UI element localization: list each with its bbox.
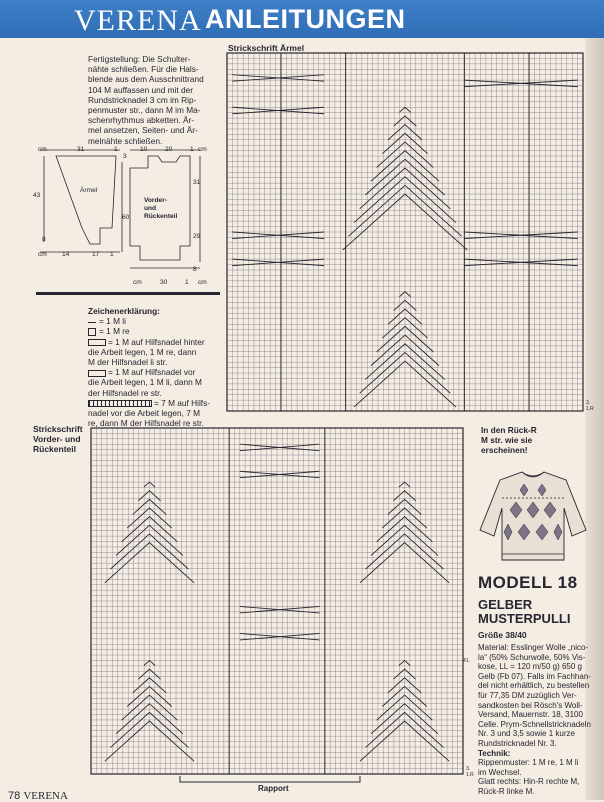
dim-body-b1: 1 [185, 279, 189, 286]
note-line: erscheinen! [481, 445, 528, 456]
finishing-line: Rundstricknadel 3 cm im Rip- [88, 94, 197, 105]
legend-heading: Zeichenerklärung: [88, 306, 160, 316]
dim-cm: cm [38, 146, 47, 153]
page-number: 78 [8, 790, 21, 802]
legend-item-re: = 1 M re [88, 326, 220, 336]
material-line: la“ (50% Schurwolle, 50% Vis- [478, 652, 586, 662]
rapport-label: Rapport [258, 784, 289, 793]
cable-7-icon [88, 400, 152, 407]
sleeve-chart [227, 53, 583, 411]
dim-sleeve-left: 43 [33, 192, 41, 199]
finishing-line: melnähte schließen. [88, 135, 163, 146]
body-label-line: und [144, 205, 157, 212]
legend-line: M der Hilfsnadel li str. [88, 357, 168, 368]
page-header [0, 0, 604, 38]
dim-sleeve-b1: 14 [62, 251, 70, 258]
dim-body-r1: 31 [193, 179, 201, 186]
legend-line: re, dann M der Hilfsnadel re str. [88, 418, 204, 429]
note-line: M str. wie sie [481, 435, 533, 446]
rib-line: Rippenmuster: 1 M re, 1 M li [478, 758, 579, 768]
model-name-line-2: MUSTERPULLI [478, 611, 571, 626]
model-material [478, 643, 598, 797]
finishing-line: blende aus dem Ausschnittrand [88, 74, 204, 85]
sleeve-chart-title: Strickschrift Ärmel [228, 43, 305, 53]
model-name-line-1: GELBER [478, 597, 533, 612]
body-chart-title-line: Strickschrift [33, 424, 83, 434]
finishing-line: Fertigstellung: Die Schulter- [88, 54, 191, 64]
dim-body-r3: 8 [193, 266, 197, 273]
dim-cm-bottom: cm [38, 251, 47, 258]
finishing-line: mel ansetzen, Seiten- und Är- [88, 125, 198, 136]
legend-line: die Arbeit legen, 1 M re, dann [88, 346, 197, 357]
stockinette-line: Rück-R linke M. [478, 786, 535, 796]
dim-body-bottom: 30 [160, 279, 168, 286]
page-footer [8, 790, 68, 802]
dim-body-cm-bottom-right: cm [198, 279, 207, 286]
body-chart-title [33, 424, 83, 454]
rib-line: im Wechsel. [478, 767, 522, 777]
material-line: Celle. Prym-Schnellstricknadeln [478, 719, 591, 729]
legend-line: nadel vor die Arbeit legen, 7 M [88, 408, 201, 419]
legend-item-cross-back: = 1 M auf Hilfsnadel hinter [88, 337, 220, 347]
model-number: MODELL 18 [478, 573, 578, 592]
finishing-line: 104 M auffassen und mit der [88, 84, 194, 95]
dim-body-left: 60 [122, 214, 130, 221]
finishing-text [88, 54, 218, 146]
body-chart-title-line: Vorder- und [33, 434, 81, 444]
material-line: kose, LL = 120 m/50 g) 650 g [478, 662, 582, 672]
note-line: In den Rück-R [481, 425, 537, 435]
dim-body-t1: 10 [140, 146, 148, 153]
material-line: del nicht erhältlich, zu bestellen [478, 681, 590, 691]
knit-symbol-icon [88, 328, 96, 336]
legend-item-li: = 1 M li [88, 316, 220, 326]
dim-sleeve-top: 31 [77, 146, 85, 153]
dim-neck: 3 [123, 153, 127, 160]
legend-item-cross-front: = 1 M auf Hilfsnadel vor [88, 367, 220, 377]
material-line: sandkosten bei Rösch's Woll- [478, 700, 583, 710]
body-label-line: Vorder- [144, 197, 167, 204]
dim-body-r2: 29 [193, 233, 201, 240]
chart-grid [91, 428, 463, 774]
legend-item-cable: = 7 M auf Hilfs- [88, 398, 220, 408]
material-line: Gelb (Fb 07). Falls im Fachhan- [478, 671, 591, 681]
body-row-marker-bottom: 3. 1.R [466, 766, 474, 778]
footer-brand: VERENA [23, 790, 68, 802]
legend [88, 306, 220, 428]
material-line: Versand, Mauernstr. 18, 3100 [478, 710, 583, 720]
legend-line: der Hilfsnadel re str. [88, 387, 162, 398]
material-line: für 77,35 DM zuzüglich Ver- [478, 690, 577, 700]
dim-body-t3: 1 [190, 146, 194, 153]
body-chart [91, 428, 463, 774]
dim-sleeve-b3: 1 [110, 251, 114, 258]
sleeve-label: Ärmel [80, 187, 98, 194]
dim-sleeve-end: 1 [114, 146, 118, 153]
reverse-row-note [481, 425, 537, 456]
body-row-marker-top: 41. [463, 658, 470, 664]
divider [36, 292, 220, 295]
finishing-line: nähte schließen. Für die Hals- [88, 64, 199, 75]
sweater-illustration [478, 468, 588, 564]
dim-body-cm: cm [198, 146, 207, 153]
body-label [144, 197, 177, 221]
dim-sleeve-b2: 17 [92, 251, 100, 258]
finishing-line: schenrhythmus abketten. Är- [88, 115, 195, 126]
dim-cuff: 8 [42, 236, 46, 243]
section-title: ANLEITUNGEN [205, 4, 406, 34]
legend-line: die Arbeit legen, 1 M li, dann M [88, 377, 202, 388]
stockinette-line: Glatt rechts: Hin-R rechte M, [478, 777, 580, 787]
cross-front-icon [88, 370, 106, 377]
purl-symbol-icon [88, 322, 96, 323]
technique-heading: Technik: [478, 748, 511, 758]
dim-body-t2: 20 [165, 146, 173, 153]
model-size: Größe 38/40 [478, 630, 527, 640]
material-line: Material: Esslinger Wolle „nico- [478, 643, 589, 652]
body-chart-title-line: Rückenteil [33, 444, 76, 454]
material-line: Rundstricknadel Nr. 3. [478, 738, 557, 748]
garment-schematic [30, 142, 220, 282]
finishing-line: penmuster str., dann M im Ma- [88, 105, 201, 116]
body-label-line: Rückenteil [144, 213, 178, 220]
sleeve-row-marker: 3. 1.R [586, 400, 594, 412]
sleeve-outline [56, 156, 116, 244]
material-line: Nr. 3 und 3,5 sowie 1 kurze [478, 729, 575, 739]
dim-body-cm-bottom: cm [133, 279, 142, 286]
cross-back-icon [88, 339, 106, 346]
magazine-logo: VERENA [74, 4, 202, 37]
